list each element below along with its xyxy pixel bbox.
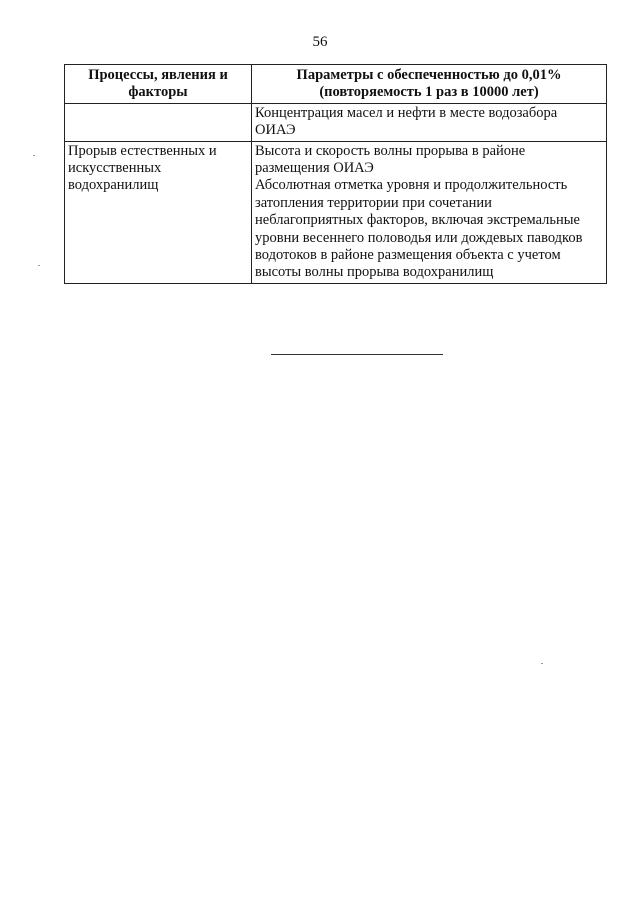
header-parameters xyxy=(252,65,607,104)
header-processes-line: Процессы, явления и xyxy=(88,67,228,83)
cell-text-line: водохранилищ xyxy=(68,177,159,194)
cell-text-line: неблагоприятных факторов, включая экстремальные xyxy=(255,212,580,229)
cell-text-line: размещения ОИАЭ xyxy=(255,160,374,177)
cell-text-line: Концентрация масел и нефти в месте водозабора xyxy=(255,104,558,121)
table-row xyxy=(65,103,607,141)
row-1-process-cell xyxy=(65,103,252,141)
header-parameters-line: Параметры с обеспеченностью до 0,01% xyxy=(296,67,562,83)
row-1-parameter-cell xyxy=(252,103,607,141)
table-row xyxy=(65,141,607,283)
header-processes xyxy=(65,65,252,104)
cell-text-line: Абсолютная отметка уровня и продолжительность xyxy=(255,177,568,194)
cell-text-line: искусственных xyxy=(68,160,162,177)
cell-text-line: водотоков в районе размещения объекта с учетом xyxy=(255,247,561,264)
page-number: 56 xyxy=(312,34,328,50)
row-2-process-cell xyxy=(65,141,252,283)
parameters-table xyxy=(64,64,607,284)
table-header-row xyxy=(65,65,607,104)
header-processes-line: факторы xyxy=(128,84,188,101)
cell-text-line: уровни весеннего половодья или дождевых паводков xyxy=(255,229,583,246)
row-2-parameter-cell xyxy=(252,141,607,283)
scan-speck xyxy=(33,155,35,156)
cell-text-line: Прорыв естественных и xyxy=(68,142,217,159)
cell-text-line: ОИАЭ xyxy=(255,122,296,139)
scan-speck xyxy=(38,265,40,266)
scan-speck xyxy=(541,663,543,664)
closing-rule xyxy=(271,354,443,355)
header-parameters-line: (повторяемость 1 раз в 10000 лет) xyxy=(319,84,539,101)
cell-text-line: затопления территории при сочетании xyxy=(255,194,492,211)
cell-text-line: высоты волны прорыва водохранилищ xyxy=(255,264,494,281)
cell-text-line: Высота и скорость волны прорыва в районе xyxy=(255,142,526,159)
